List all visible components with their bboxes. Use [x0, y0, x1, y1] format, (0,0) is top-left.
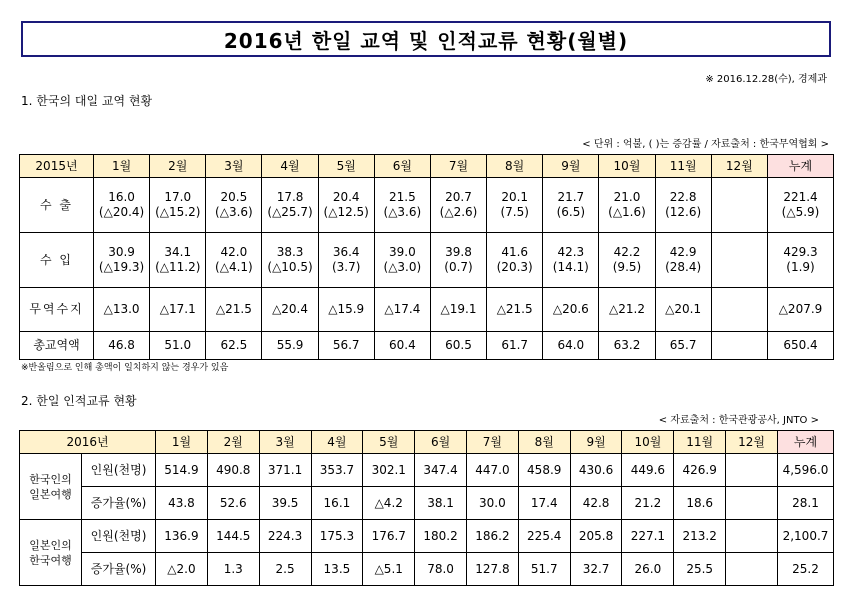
header-month: 8월: [518, 431, 570, 454]
trade-value: △21.2: [609, 302, 645, 316]
header-month: 12월: [711, 155, 767, 178]
trade-change: (△15.2): [155, 205, 201, 219]
header-month: 4월: [262, 155, 318, 178]
trade-cell: [599, 233, 655, 288]
header-month: 3월: [206, 155, 262, 178]
header-month: 7월: [466, 431, 518, 454]
header-month: 2월: [207, 431, 259, 454]
trade-change: (9.5): [612, 260, 642, 274]
trade-change: (△3.6): [215, 205, 253, 219]
header-month: 11월: [674, 431, 726, 454]
trade-change: (6.5): [556, 205, 586, 219]
exchange-cell: 430.6: [570, 454, 622, 487]
exchange-cell: △5.1: [363, 553, 415, 586]
trade-value: 41.6: [501, 245, 529, 259]
header-month: 5월: [363, 431, 415, 454]
trade-change: (△1.6): [608, 205, 646, 219]
trade-value: △19.1: [440, 302, 477, 316]
exchange-cell: 25.2: [778, 553, 834, 586]
exchange-cell: 227.1: [622, 520, 674, 553]
trade-cell: [768, 288, 834, 332]
trade-value: 429.3: [783, 245, 818, 259]
header-year: 2015년: [20, 155, 94, 178]
trade-cell: [430, 288, 486, 332]
trade-row: [20, 288, 834, 332]
trade-cell: [711, 288, 767, 332]
exchange-cell: 1.3: [207, 553, 259, 586]
exchange-row-label: 인원(천명): [82, 454, 156, 487]
trade-cell: [655, 233, 711, 288]
trade-cell: [262, 178, 318, 233]
trade-value: 22.8: [669, 190, 697, 204]
exchange-cell: 144.5: [207, 520, 259, 553]
date-note: ※ 2016.12.28(수), 경제과: [705, 74, 827, 85]
header-month: 4월: [311, 431, 363, 454]
header-month: 10월: [599, 155, 655, 178]
trade-value: 221.4: [783, 190, 818, 204]
trade-total-label: 총교역액: [20, 332, 94, 360]
exchange-cell: 2.5: [259, 553, 311, 586]
header-month: 누계: [778, 431, 834, 454]
trade-change: (14.1): [552, 260, 589, 274]
trade-cell: [318, 233, 374, 288]
exchange-row-label: 증가율(%): [82, 487, 156, 520]
trade-value: △207.9: [778, 302, 823, 316]
exchange-cell: 302.1: [363, 454, 415, 487]
exchange-cell: 458.9: [518, 454, 570, 487]
trade-cell: [655, 288, 711, 332]
trade-value: 21.5: [389, 190, 416, 204]
trade-total-cell: 51.0: [150, 332, 206, 360]
exchange-cell: △2.0: [156, 553, 208, 586]
trade-value: 42.9: [669, 245, 697, 259]
trade-value: 21.0: [613, 190, 641, 204]
section2-heading: 2. 한일 인적교류 현황: [21, 394, 137, 408]
exchange-table: [19, 430, 834, 586]
exchange-cell: 447.0: [466, 454, 518, 487]
exchange-cell: 180.2: [415, 520, 467, 553]
exchange-row: [20, 553, 834, 586]
trade-value: △17.1: [159, 302, 196, 316]
trade-cell: [430, 178, 486, 233]
trade-total-cell: [711, 332, 767, 360]
exchange-cell: 21.2: [622, 487, 674, 520]
trade-cell: [150, 288, 206, 332]
exchange-cell: 13.5: [311, 553, 363, 586]
trade-change: (7.5): [500, 205, 529, 219]
exchange-cell: 426.9: [674, 454, 726, 487]
exchange-cell: 205.8: [570, 520, 622, 553]
trade-total-cell: 65.7: [655, 332, 711, 360]
trade-value: 30.9: [108, 245, 135, 259]
exchange-cell: 26.0: [622, 553, 674, 586]
trade-value: △21.5: [496, 302, 533, 316]
trade-cell: [206, 233, 262, 288]
exchange-group-label: 한국인의 일본여행: [20, 454, 82, 520]
trade-cell: [543, 288, 599, 332]
trade-change: (△4.1): [215, 260, 253, 274]
trade-row-label: 수 입: [20, 233, 94, 288]
exchange-row: [20, 454, 834, 487]
exchange-cell: 51.7: [518, 553, 570, 586]
header-month: 9월: [543, 155, 599, 178]
trade-value: 39.0: [389, 245, 416, 259]
trade-cell: [374, 288, 430, 332]
header-month: 9월: [570, 431, 622, 454]
header-month: 2월: [150, 155, 206, 178]
header-month: 3월: [259, 431, 311, 454]
exchange-cell: 490.8: [207, 454, 259, 487]
exchange-cell: △4.2: [363, 487, 415, 520]
trade-cell: [94, 288, 150, 332]
trade-change: (△12.5): [323, 205, 369, 219]
trade-change: (△25.7): [267, 205, 313, 219]
exchange-cell: [726, 520, 778, 553]
trade-cell: [150, 233, 206, 288]
exchange-cell: 4,596.0: [778, 454, 834, 487]
trade-change: (0.7): [444, 260, 473, 274]
exchange-cell: 32.7: [570, 553, 622, 586]
trade-value: 39.8: [445, 245, 472, 259]
exchange-cell: 347.4: [415, 454, 467, 487]
trade-change: (△5.9): [781, 205, 820, 219]
trade-cell: [599, 288, 655, 332]
trade-cell: [150, 178, 206, 233]
trade-value: 20.1: [501, 190, 529, 204]
exchange-cell: [726, 454, 778, 487]
trade-cell: [318, 288, 374, 332]
trade-change: (12.6): [665, 205, 702, 219]
trade-value: 36.4: [332, 245, 360, 259]
exchange-group-label: 일본인의 한국여행: [20, 520, 82, 586]
exchange-cell: 224.3: [259, 520, 311, 553]
exchange-row: [20, 520, 834, 553]
trade-value: △17.4: [384, 302, 421, 316]
trade-cell: [599, 178, 655, 233]
header-month: 7월: [430, 155, 486, 178]
page-title: 2016년 한일 교역 및 인적교류 현황(월별): [21, 21, 831, 57]
trade-value: 21.7: [557, 190, 585, 204]
exchange-cell: 186.2: [466, 520, 518, 553]
trade-value: △20.6: [552, 302, 589, 316]
exchange-cell: 18.6: [674, 487, 726, 520]
trade-total-cell: 64.0: [543, 332, 599, 360]
trade-cell: [206, 288, 262, 332]
trade-change: (△2.6): [439, 205, 478, 219]
trade-change: (△19.3): [98, 260, 145, 274]
header-month: 6월: [415, 431, 467, 454]
exchange-cell: 213.2: [674, 520, 726, 553]
header-month: 6월: [374, 155, 430, 178]
exchange-header-row: [20, 431, 834, 454]
trade-change: (△11.2): [155, 260, 201, 274]
trade-value: 17.0: [164, 190, 192, 204]
trade-value: 16.0: [108, 190, 135, 204]
exchange-cell: 17.4: [518, 487, 570, 520]
trade-change: (△3.6): [383, 205, 422, 219]
exchange-cell: [726, 553, 778, 586]
header-month: 11월: [655, 155, 711, 178]
header-month: 1월: [156, 431, 208, 454]
exchange-cell: 2,100.7: [778, 520, 834, 553]
trade-cell: [487, 178, 543, 233]
trade-change: (20.3): [496, 260, 533, 274]
exchange-cell: 30.0: [466, 487, 518, 520]
exchange-cell: 353.7: [311, 454, 363, 487]
trade-value: 38.3: [276, 245, 304, 259]
exchange-cell: 449.6: [622, 454, 674, 487]
trade-cell: [94, 178, 150, 233]
trade-change: (△20.4): [98, 205, 145, 219]
exchange-cell: 136.9: [156, 520, 208, 553]
exchange-cell: 28.1: [778, 487, 834, 520]
trade-cell: [487, 233, 543, 288]
exchange-cell: 175.3: [311, 520, 363, 553]
exchange-cell: 127.8: [466, 553, 518, 586]
trade-cell: [768, 233, 834, 288]
trade-value: △15.9: [328, 302, 365, 316]
trade-row: [20, 233, 834, 288]
exchange-cell: 42.8: [570, 487, 622, 520]
trade-row-label: 무역수지: [20, 288, 94, 332]
trade-change: (1.9): [786, 260, 815, 274]
trade-value: 20.7: [445, 190, 472, 204]
trade-change: (3.7): [331, 260, 361, 274]
trade-total-cell: 650.4: [768, 332, 834, 360]
trade-value: △13.0: [103, 302, 140, 316]
exchange-row-label: 증가율(%): [82, 553, 156, 586]
trade-total-cell: 61.7: [487, 332, 543, 360]
trade-total-cell: 55.9: [262, 332, 318, 360]
exchange-cell: [726, 487, 778, 520]
trade-header-row: [20, 155, 834, 178]
header-month: 8월: [487, 155, 543, 178]
trade-total-cell: 46.8: [94, 332, 150, 360]
trade-value: 34.1: [164, 245, 192, 259]
exchange-cell: 78.0: [415, 553, 467, 586]
trade-total-cell: 62.5: [206, 332, 262, 360]
trade-cell: [543, 178, 599, 233]
header-month: 10월: [622, 431, 674, 454]
exchange-cell: 514.9: [156, 454, 208, 487]
trade-cell: [318, 178, 374, 233]
trade-cell: [374, 233, 430, 288]
exchange-cell: 38.1: [415, 487, 467, 520]
header-year: 2016년: [20, 431, 156, 454]
header-month: 12월: [726, 431, 778, 454]
trade-cell: [768, 178, 834, 233]
trade-cell: [487, 288, 543, 332]
exchange-cell: 39.5: [259, 487, 311, 520]
trade-value: △20.1: [665, 302, 702, 316]
section1-unit-note: < 단위 : 억불, ( )는 증감률 / 자료출처 : 한국무역협회 >: [582, 139, 829, 150]
trade-value: △20.4: [272, 302, 309, 316]
trade-total-cell: 60.5: [430, 332, 486, 360]
trade-value: 42.2: [613, 245, 641, 259]
header-month: 5월: [318, 155, 374, 178]
exchange-row: [20, 487, 834, 520]
trade-value: 20.5: [220, 190, 248, 204]
trade-change: (△3.0): [383, 260, 422, 274]
trade-value: 17.8: [276, 190, 304, 204]
trade-total-row: [20, 332, 834, 360]
trade-change: (28.4): [665, 260, 702, 274]
trade-total-cell: 60.4: [374, 332, 430, 360]
trade-cell: [711, 178, 767, 233]
trade-value: 42.0: [220, 245, 248, 259]
section1-footnote: ※반올림으로 인해 총액이 일치하지 않는 경우가 있음: [21, 363, 229, 373]
trade-cell: [374, 178, 430, 233]
trade-cell: [206, 178, 262, 233]
trade-total-cell: 63.2: [599, 332, 655, 360]
exchange-cell: 43.8: [156, 487, 208, 520]
exchange-row-label: 인원(천명): [82, 520, 156, 553]
trade-cell: [655, 178, 711, 233]
trade-row: [20, 178, 834, 233]
trade-cell: [543, 233, 599, 288]
trade-change: (△10.5): [267, 260, 313, 274]
exchange-cell: 176.7: [363, 520, 415, 553]
trade-table: [19, 154, 834, 360]
exchange-cell: 225.4: [518, 520, 570, 553]
trade-value: 42.3: [557, 245, 585, 259]
trade-value: △21.5: [215, 302, 252, 316]
trade-value: 20.4: [332, 190, 360, 204]
trade-cell: [262, 233, 318, 288]
trade-total-cell: 56.7: [318, 332, 374, 360]
trade-row-label: 수 출: [20, 178, 94, 233]
exchange-cell: 16.1: [311, 487, 363, 520]
header-month: 누계: [768, 155, 834, 178]
section1-heading: 1. 한국의 대일 교역 현황: [21, 94, 153, 108]
trade-cell: [711, 233, 767, 288]
exchange-cell: 25.5: [674, 553, 726, 586]
trade-cell: [262, 288, 318, 332]
header-month: 1월: [94, 155, 150, 178]
section2-unit-note: < 자료출처 : 한국관광공사, JNTO >: [658, 415, 819, 426]
trade-cell: [94, 233, 150, 288]
trade-cell: [430, 233, 486, 288]
exchange-cell: 52.6: [207, 487, 259, 520]
exchange-cell: 371.1: [259, 454, 311, 487]
